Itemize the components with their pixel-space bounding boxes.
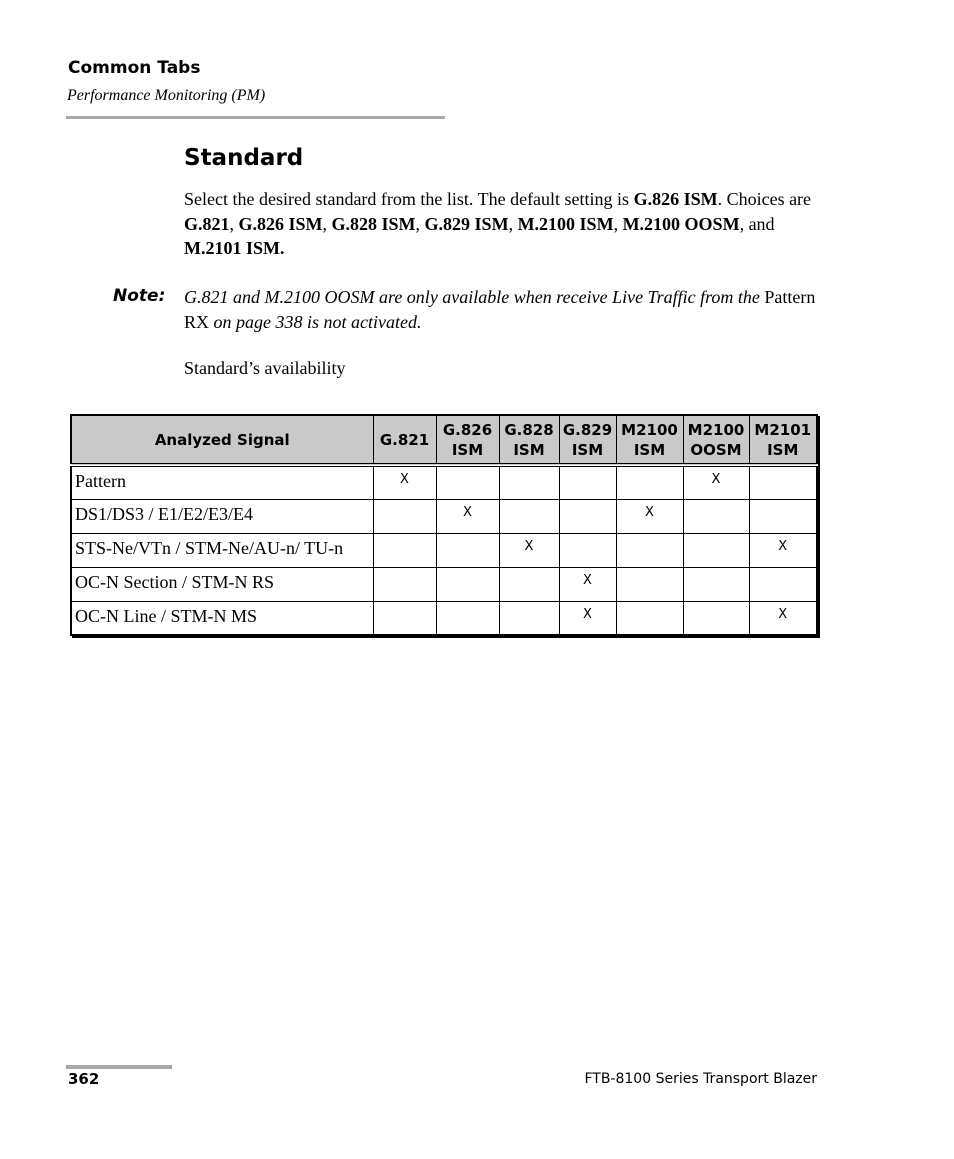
availability-cell [683, 533, 749, 567]
standards-availability-table [70, 414, 818, 636]
availability-cell [436, 567, 499, 601]
signal-label: DS1/DS3 / E1/E2/E3/E4 [71, 499, 373, 533]
availability-cell [436, 533, 499, 567]
availability-cell [373, 601, 436, 635]
signal-label: Pattern [71, 465, 373, 499]
page-number: 362 [68, 1070, 100, 1088]
header-text: M2101 [754, 420, 812, 439]
header-standard-2 [436, 415, 499, 465]
availability-cell [436, 465, 499, 499]
table-row [71, 567, 817, 601]
header-text: G.826 [442, 420, 493, 439]
availability-cell [499, 601, 559, 635]
table-header-row [71, 415, 817, 465]
signal-label: OC-N Line / STM-N MS [71, 601, 373, 635]
availability-cell: X [749, 601, 817, 635]
header-standard-1 [373, 415, 436, 465]
availability-cell [373, 533, 436, 567]
availability-cell [616, 601, 683, 635]
header-analyzed-signal [71, 415, 373, 465]
availability-cell [499, 465, 559, 499]
header-standard-3 [499, 415, 559, 465]
header-standard-7 [749, 415, 817, 465]
note-text: G.821 and M.2100 OOSM are only available when receive Live Traffic from the Pattern RX on page 338 is not activated. [184, 287, 816, 332]
header-standard-6 [683, 415, 749, 465]
header-text: ISM [513, 440, 545, 459]
availability-cell [499, 567, 559, 601]
section-title: Standard [184, 145, 304, 171]
availability-cell [373, 567, 436, 601]
header-text: Analyzed Signal [154, 430, 290, 449]
standard-description: Select the desired standard from the list. The default setting is G.826 ISM. Choices are G.821, G.826 ISM, G.828 ISM, G.829 ISM, M.2100 ISM, M.2100 OOSM, and M.2101 ISM. [184, 189, 812, 258]
running-header-title: Common Tabs [68, 58, 201, 78]
availability-cell [749, 499, 817, 533]
availability-cell [373, 499, 436, 533]
availability-cell [499, 499, 559, 533]
pattern-rx-reference[interactable]: Pattern RX [184, 287, 816, 332]
running-header-subtitle: Performance Monitoring (PM) [67, 87, 266, 104]
table-row [71, 465, 817, 499]
header-text: OOSM [690, 440, 742, 459]
availability-cell: X [436, 499, 499, 533]
footer-divider [66, 1065, 172, 1069]
availability-cell [559, 533, 616, 567]
header-text: G.828 [504, 420, 554, 439]
header-text: ISM [571, 440, 604, 459]
availability-cell: X [683, 465, 749, 499]
availability-cell [616, 567, 683, 601]
header-standard-5 [616, 415, 683, 465]
availability-cell [616, 533, 683, 567]
availability-cell [436, 601, 499, 635]
availability-cell: X [559, 567, 616, 601]
availability-cell: X [616, 499, 683, 533]
availability-cell: X [559, 601, 616, 635]
availability-cell [559, 499, 616, 533]
table-row [71, 499, 817, 533]
table-caption: Standard’s availability [184, 358, 346, 378]
header-divider [66, 116, 445, 119]
table-row [71, 601, 817, 635]
availability-cell [749, 465, 817, 499]
availability-cell [559, 465, 616, 499]
header-text: M2100 [621, 420, 678, 439]
header-text: G.821 [379, 430, 430, 449]
availability-cell: X [749, 533, 817, 567]
header-text: ISM [767, 440, 799, 459]
header-text: ISM [633, 440, 666, 459]
availability-cell [683, 601, 749, 635]
availability-cell [683, 499, 749, 533]
availability-cell: X [499, 533, 559, 567]
availability-cell [749, 567, 817, 601]
header-text: G.829 [562, 420, 613, 439]
availability-cell: X [373, 465, 436, 499]
signal-label: OC-N Section / STM-N RS [71, 567, 373, 601]
note-label: Note: [113, 286, 166, 306]
signal-label: STS-Ne/VTn / STM-Ne/AU-n/ TU-n [71, 533, 373, 567]
document-title: FTB-8100 Series Transport Blazer [584, 1071, 817, 1087]
table-row [71, 533, 817, 567]
availability-cell [683, 567, 749, 601]
header-standard-4 [559, 415, 616, 465]
header-text: ISM [451, 440, 484, 459]
header-text: M2100 [687, 420, 745, 439]
availability-cell [616, 465, 683, 499]
